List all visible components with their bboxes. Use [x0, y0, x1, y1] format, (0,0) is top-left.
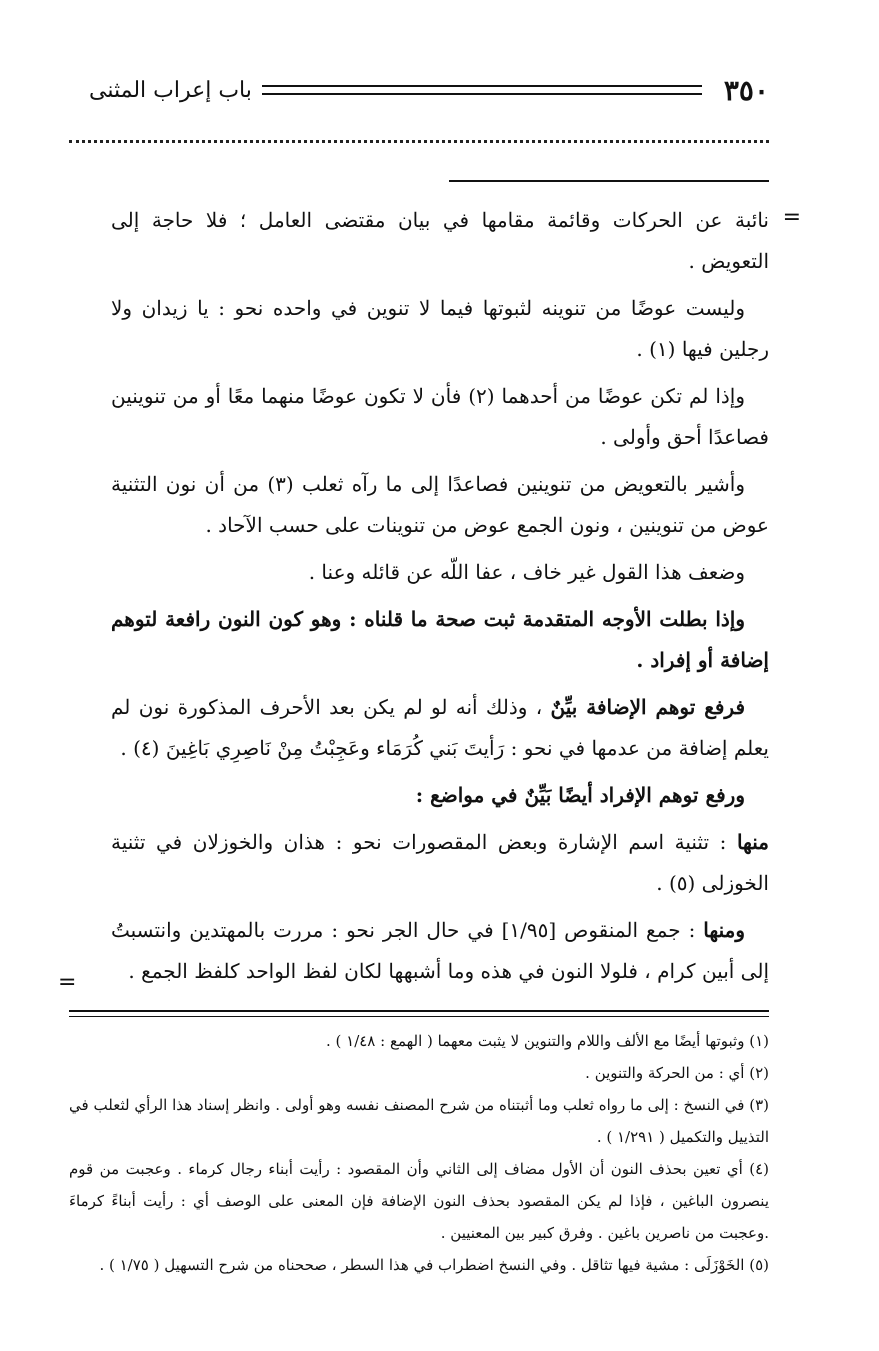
paragraph-body: : جمع المنقوص [١/٩٥] في حال الجر نحو : مررت بالمهتدين وانتسبتُ إلى أبين كرام ، فلولا النون في هذه وما أشبهها لكان لفظ الواحد كلفظ الجمع . — [111, 918, 769, 983]
header-rule — [262, 85, 702, 95]
paragraph-lead: ومنها — [703, 918, 746, 942]
paragraph: وإذا بطلت الأوجه المتقدمة ثبت صحة ما قلناه : وهو كون النون رافعة لتوهم إضافة أو إفراد . — [111, 607, 769, 672]
continuation-rule — [449, 180, 769, 182]
footnote: (٢) أي : من الحركة والتنوين . — [585, 1064, 769, 1082]
footnote: (١) وثبوتها أيضًا مع الألف واللام والتنوين لا يثبت معهما ( الهمع : ١/٤٨ ) . — [325, 1032, 769, 1050]
paragraph: وإذا لم تكن عوضًا من أحدهما (٢) فأن لا تكون عوضًا منهما معًا أو من تنوينين فصاعدًا أحق وأولى . — [111, 384, 769, 449]
paragraph — [111, 910, 769, 992]
paragraph-lead: فرفع توهم الإضافة بيِّنٌ — [550, 695, 745, 719]
chapter-title: باب إعراب المثنى — [89, 77, 252, 103]
footnote-separator — [69, 1010, 769, 1017]
paragraph: نائبة عن الحركات وقائمة مقامها في بيان مقتضى العامل ؛ فلا حاجة إلى التعويض . — [111, 208, 769, 273]
footnotes — [69, 1025, 769, 1281]
page-number: ٣٥٠ — [723, 73, 769, 107]
paragraph — [111, 822, 769, 904]
main-text — [111, 200, 769, 998]
paragraph-body: ، وذلك أنه لو لم يكن بعد الأحرف المذكورة نون لم يعلم إضافة من عدمها في نحو : رَأيتَ بَني كُرَمَاء وعَجِبْتُ مِنْ نَاصِرِي بَاغِينَ (٤) . — [111, 695, 769, 760]
dotted-separator — [69, 140, 769, 157]
paragraph-body: : تثنية اسم الإشارة وبعض المقصورات نحو : هذان والخوزلان في تثنية الخوزلى (٥) . — [111, 830, 769, 895]
footnote: (٥) الخَوْزَلَى : مشية فيها تثاقل . وفي النسخ اضطراب في هذا السطر ، صححناه من شرح التسهيل ( ١/٧٥ ) . — [99, 1256, 769, 1274]
footnote: (٤) أي تعين بحذف النون أن الأول مضاف إلى الثاني وأن المقصود : رأيت أبناء رجال كرماء . وعجبت من قوم ينصرون الباغين ، فإذا لم يكن المقصود بحذف النون الإضافة فإن المعنى على الوصف أي : رأيت أبناءً كرماءَ .وعجبت من ناصرين باغين . وفرق كبير بين المعنيين . — [69, 1160, 769, 1242]
continued-from-mark: = — [782, 205, 801, 230]
continues-mark: = — [58, 970, 77, 995]
paragraph — [111, 687, 769, 769]
paragraph: وليست عوضًا من تنوينه لثبوتها فيما لا تنوين في واحده نحو : يا زيدان ولا رجلين فيها (١) . — [111, 296, 769, 361]
page-header — [89, 70, 769, 110]
paragraph: وضعف هذا القول غير خاف ، عفا اللّه عن قائله وعنا . — [308, 560, 745, 584]
paragraph: وأشير بالتعويض من تنوينين فصاعدًا إلى ما رآه ثعلب (٣) من أن نون التثنية عوض من تنوينين ، ونون الجمع عوض من تنوينات على حسب الآحاد . — [111, 472, 769, 537]
footnote: (٣) في النسخ : إلى ما رواه ثعلب وما أثبتناه من شرح المصنف نفسه وهو أولى . وانظر إسناد هذا الرأي لثعلب في التذييل والتكميل ( ١/٢٩١ ) . — [69, 1096, 769, 1146]
paragraph-lead: منها — [736, 830, 770, 854]
paragraph: ورفع توهم الإفراد أيضًا بَيِّنٌ في مواضع : — [415, 783, 745, 807]
